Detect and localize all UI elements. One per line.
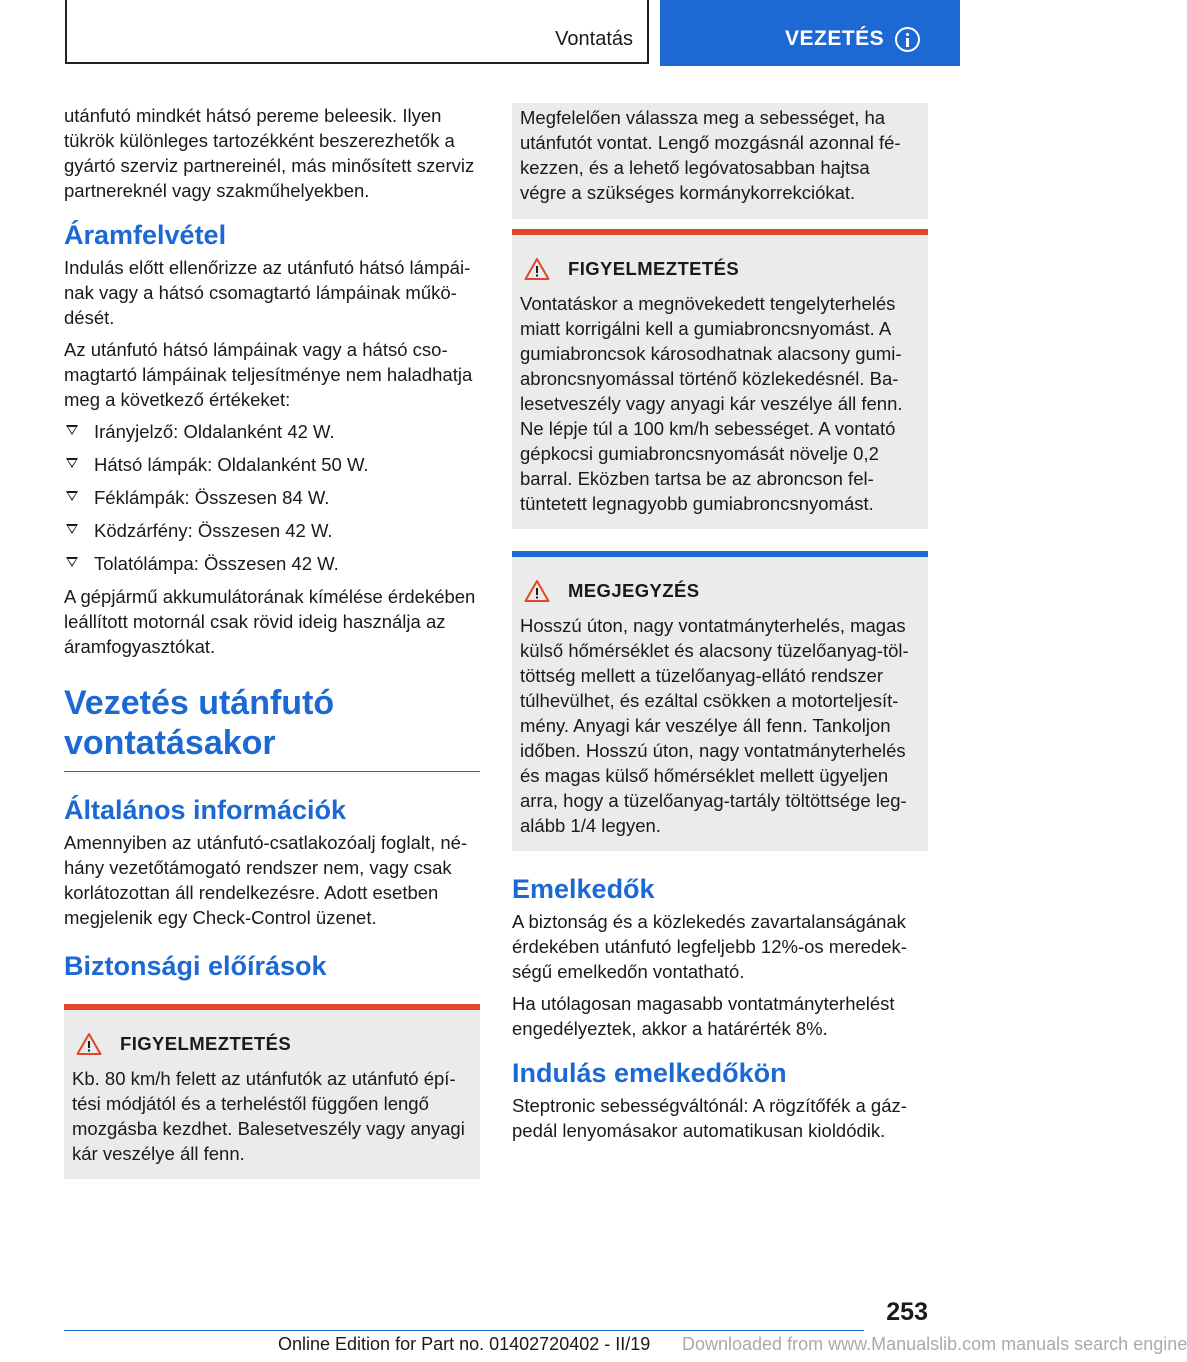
triangle-bullet-icon bbox=[66, 425, 78, 435]
triangle-bullet-icon bbox=[66, 458, 78, 468]
warning-text-1: Kb. 80 km/h felett az utánfutók az utánfutó építési módjától és a terheléstől függően lengő mozgásba kezdhet. Balesetveszély vagy anyagi kár veszélye áll fenn. bbox=[72, 1068, 465, 1164]
left-column bbox=[64, 103, 480, 1201]
heading-safety: Biztonsági előírások bbox=[64, 951, 327, 981]
chapter-title: VEZETÉS bbox=[785, 27, 885, 50]
watermark: Downloaded from www.Manualslib.com manuals search engine bbox=[682, 1334, 1187, 1354]
triangle-bullet-icon bbox=[66, 524, 78, 534]
power-paragraph-2: Az utánfutó hátsó lámpáinak vagy a hátsó csomagtartó lámpáinak teljesítménye nem haladhatja meg a következő értékeket: bbox=[64, 339, 473, 410]
heading-main: Vezetés utánfutó vontatásakor bbox=[64, 683, 480, 772]
note-box bbox=[512, 551, 928, 851]
warning-text-2: Vontatáskor a megnövekedett tengelyterhelés miatt korrigálni kell a gumiabroncsnyomást. A gumiabroncsok károsodhatnak alacsony gumiabroncsnyomással történő közlekedésnél. Balesetveszély vagy anyagi kár veszélye áll fenn. Ne lépje túl a 100 km/h sebességet. A vontató gépkocsi gumiabroncsnyomását növelje 0,2 barral. Eközben tartsa be az abroncson feltüntetett legnagyobb gumiabroncsnyomást. bbox=[520, 293, 903, 514]
footer-divider bbox=[64, 1330, 864, 1331]
list-item: Féklámpák: Összesen 84 W. bbox=[64, 485, 480, 510]
header-section-tab bbox=[65, 0, 649, 64]
triangle-bullet-icon bbox=[66, 491, 78, 501]
heading-general: Általános információk bbox=[64, 795, 347, 825]
heading-power: Áramfelvétel bbox=[64, 220, 227, 250]
heading-hills: Emelkedők bbox=[512, 874, 655, 904]
warning-box-1 bbox=[64, 1004, 480, 1179]
warning-title: FIGYELMEZTETÉS bbox=[520, 257, 918, 281]
warning-continuation-box bbox=[512, 103, 928, 219]
page-number: 253 bbox=[886, 1298, 928, 1326]
info-icon bbox=[895, 27, 920, 52]
hills-paragraph-1: A biztonság és a közlekedés zavartalanságának érdekében utánfutó legfeljebb 12%-os meredekségű emelkedőn vontatható. bbox=[512, 911, 907, 982]
list-item: Hátsó lámpák: Oldalanként 50 W. bbox=[64, 452, 480, 477]
list-item: Tolatólámpa: Összesen 42 W. bbox=[64, 551, 480, 576]
hills-paragraph-2: Ha utólagosan magasabb vontatmányterhelést engedélyeztek, akkor a határérték 8%. bbox=[512, 993, 895, 1039]
battery-paragraph: A gépjármű akkumulátorának kímélése érdekében leállított motornál csak rövid ideig használja az áramfogyasztókat. bbox=[64, 586, 476, 657]
edition-note: Online Edition for Part no. 01402720402 - II/19 bbox=[278, 1334, 651, 1354]
warning-title: FIGYELMEZTETÉS bbox=[72, 1032, 470, 1056]
list-item: Ködzárfény: Összesen 42 W. bbox=[64, 518, 480, 543]
continuation-text: Megfelelően válassza meg a sebességet, ha utánfutót vontat. Lengő mozgásnál azonnal fékezzen, és a lehető legóvatosabban hajtsa végre a szükséges kormánykorrekciókat. bbox=[520, 107, 901, 203]
section-title: Vontatás bbox=[555, 28, 633, 50]
power-paragraph-1: Indulás előtt ellenőrizze az utánfutó hátsó lámpáinak vagy a hátsó csomagtartó lámpáinak működését. bbox=[64, 257, 471, 328]
heading-start: Indulás emelkedőkön bbox=[512, 1058, 787, 1088]
right-column bbox=[512, 103, 928, 1150]
header-chapter-tab bbox=[660, 0, 960, 66]
warning-triangle-icon bbox=[524, 257, 550, 281]
note-text: Hosszú úton, nagy vontatmányterhelés, magas külső hőmérséklet és alacsony tüzelőanyag-töltöttség mellett a tüzelőanyag-ellátó rendszer túlhevülhet, és ezáltal csökken a motorteljesítmény. Anyagi kár veszélye áll fenn. Tankoljon időben. Hosszú úton, nagy vontatmányterhelés és magas külső hőmérséklet mellett ügyeljen arra, hogy a tüzelőanyag-tartály töltöttsége legalább 1/4 legyen. bbox=[520, 615, 909, 836]
list-item: Irányjelző: Oldalanként 42 W. bbox=[64, 419, 480, 444]
general-paragraph: Amennyiben az utánfutó-csatlakozóalj foglalt, néhány vezetőtámogató rendszer nem, vagy csak korlátozottan áll rendelkezésre. Adott esetben megjelenik egy Check-Control üzenet. bbox=[64, 832, 468, 928]
warning-triangle-icon bbox=[76, 1032, 102, 1056]
warning-triangle-icon bbox=[524, 579, 550, 603]
start-paragraph: Steptronic sebességváltónál: A rögzítőfék a gázpedál lenyomásakor automatikusan kioldódik. bbox=[512, 1095, 907, 1141]
warning-box-2 bbox=[512, 229, 928, 529]
note-title: MEGJEGYZÉS bbox=[520, 579, 918, 603]
intro-paragraph: utánfutó mindkét hátsó pereme beleesik. Ilyen tükrök különleges tartozékként beszerezhetők a gyártó szerviz partnereinél, más minősített szerviz partnereknél vagy szakműhelyekben. bbox=[64, 105, 475, 201]
lamp-limits-list bbox=[64, 419, 480, 576]
triangle-bullet-icon bbox=[66, 557, 78, 567]
